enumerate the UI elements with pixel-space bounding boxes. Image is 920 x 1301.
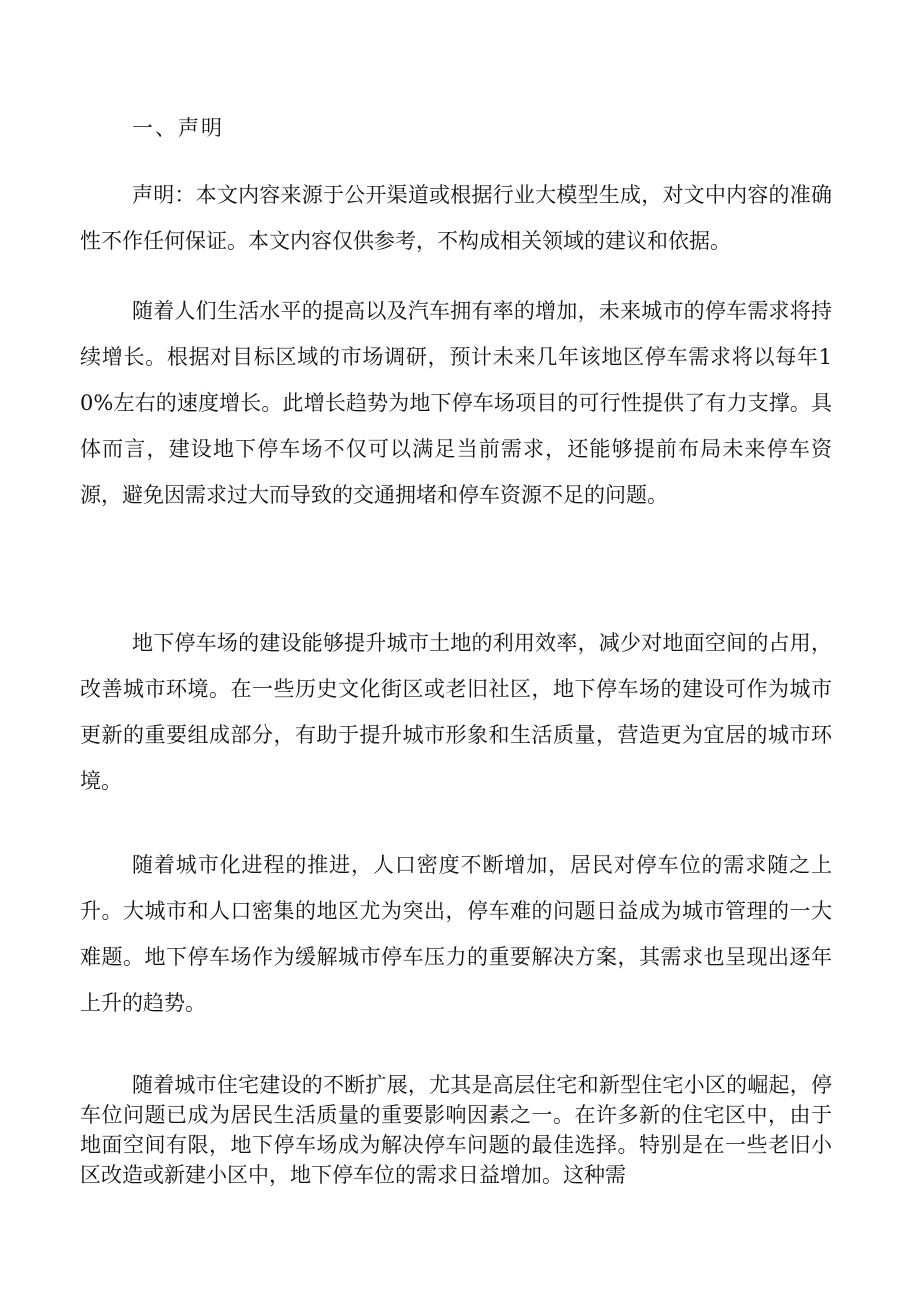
body-paragraph: 地下停车场的建设能够提升城市土地的利用效率，减少对地面空间的占用，改善城市环境。在一些历史文化街区或老旧社区，地下停车场的建设可作为城市更新的重要组成部分，有助于提升城市形象和生活质量，营造更为宜居的城市环境。 bbox=[80, 631, 832, 793]
disclaimer-paragraph: 声明：本文内容来源于公开渠道或根据行业大模型生成，对文中内容的准确性不作任何保证。本文内容仅供参考，不构成相关领域的建议和依据。 bbox=[80, 183, 832, 253]
body-paragraph: 随着城市住宅建设的不断扩展，尤其是高层住宅和新型住宅小区的崛起，停车位问题已成为居民生活质量的重要影响因素之一。在许多新的住宅区中，由于地面空间有限，地下停车场成为解决停车问题的最佳选择。特别是在一些老旧小区改造或新建小区中，地下停车位的需求日益增加。这种需 bbox=[80, 1073, 832, 1187]
section-heading: 一、声明 bbox=[132, 116, 224, 140]
body-paragraph: 随着人们生活水平的提高以及汽车拥有率的增加，未来城市的停车需求将持续增长。根据对目标区域的市场调研，预计未来几年该地区停车需求将以每年10%左右的速度增长。此增长趋势为地下停车场项目的可行性提供了有力支撑。具体而言，建设地下停车场不仅可以满足当前需求，还能够提前布局未来停车资源，避免因需求过大而导致的交通拥堵和停车资源不足的问题。 bbox=[80, 299, 832, 507]
body-paragraph: 随着城市化进程的推进，人口密度不断增加，居民对停车位的需求随之上升。大城市和人口密集的地区尤为突出，停车难的问题日益成为城市管理的一大难题。地下停车场作为缓解城市停车压力的重要解决方案，其需求也呈现出逐年上升的趋势。 bbox=[80, 853, 832, 1015]
